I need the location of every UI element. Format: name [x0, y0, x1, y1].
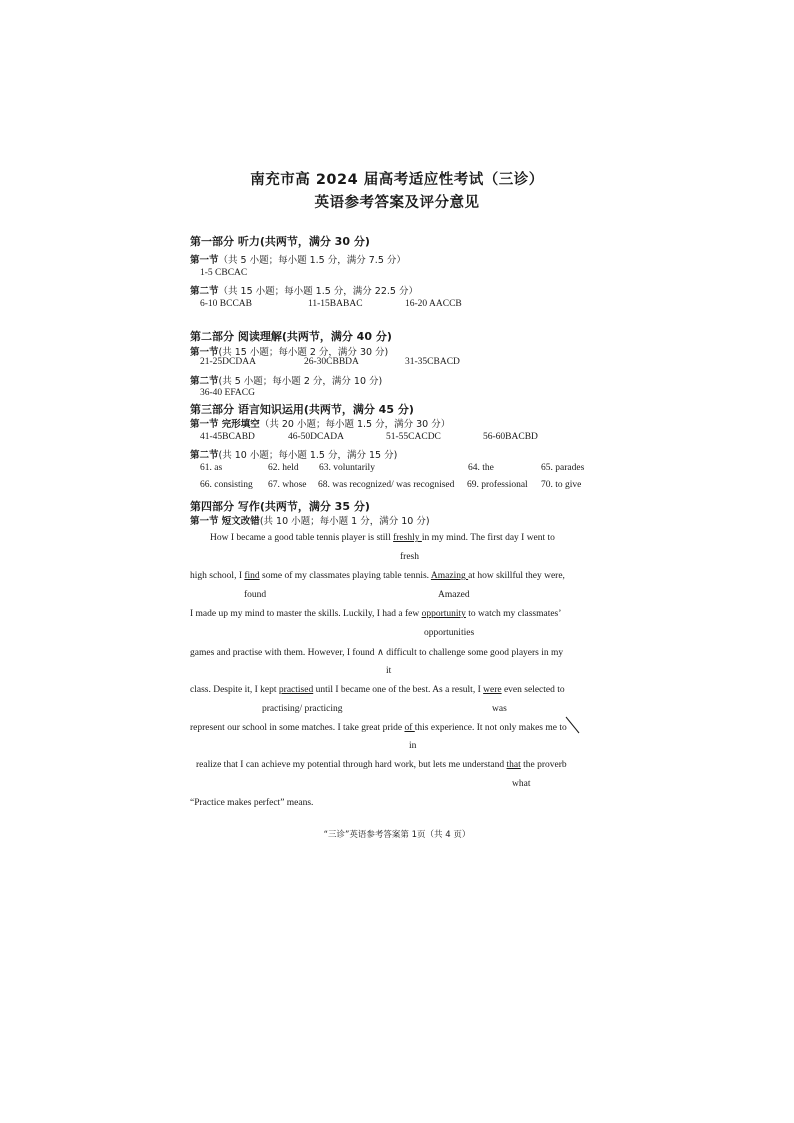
essay-text: even selected to	[501, 685, 565, 695]
essay-text: some of my classmates playing table tennis.	[259, 571, 431, 581]
part2-sec2-desc: (共 5 小题；每小题 2 分，满分 10 分)	[218, 376, 383, 387]
essay-text: How I became a good table tennis player is still	[210, 533, 394, 543]
answer-group: 21-25DCDAA	[200, 357, 256, 367]
error-word: freshly	[393, 533, 422, 543]
essay-line-1	[210, 533, 555, 543]
essay-text: class. Despite it, I kept	[190, 685, 279, 695]
answer-item: 68. was recognized/ was recognised	[318, 480, 455, 490]
essay-line-2	[190, 571, 565, 581]
answer-group: 51-55CACDC	[386, 432, 441, 442]
part1-sec2-desc: （共 15 小题；每小题 1.5 分，满分 22.5 分）	[218, 286, 418, 297]
essay-text: represent our school in some matches. I take great pride	[190, 723, 405, 733]
answer-item: 61. as	[200, 463, 223, 473]
error-word: find	[244, 571, 260, 581]
part2-heading: 第二部分 阅读理解(共两节，满分 40 分)	[190, 330, 392, 343]
correction: was	[492, 704, 507, 714]
part4-sec1-heading	[190, 513, 430, 527]
essay-line-8: “Practice makes perfect” means.	[190, 798, 314, 808]
essay-line-4	[190, 647, 563, 658]
correction: opportunities	[424, 628, 475, 638]
part4-heading: 第四部分 写作(共两节，满分 35 分)	[190, 500, 370, 513]
part4-sec1-label: 第一节 短文改错	[190, 516, 260, 527]
answer-group: 26-30CBBDA	[304, 357, 359, 367]
essay-line-6	[190, 723, 567, 733]
part1-sec1-desc: （共 5 小题；每小题 1.5 分，满分 7.5 分）	[218, 255, 406, 266]
answer-group: 16-20 AACCB	[405, 299, 462, 309]
error-word: Amazing	[430, 571, 469, 581]
answer-item: 67. whose	[268, 480, 307, 490]
answer-group: 41-45BCABD	[200, 432, 255, 442]
part3-sec2-desc: (共 10 小题；每小题 1.5 分，满分 15 分)	[218, 450, 398, 461]
part1-sec1-heading	[190, 252, 406, 266]
answer-group: 56-60BACBD	[483, 432, 538, 442]
part1-sec1-label: 第一节	[190, 255, 219, 266]
part3-sec2-heading	[190, 447, 397, 461]
essay-line-7	[196, 760, 567, 770]
part3-heading: 第三部分 语言知识运用(共两节，满分 45 分)	[190, 403, 414, 416]
correction: it	[386, 666, 392, 676]
essay-text: the proverb	[520, 760, 567, 770]
delete-mark-icon	[564, 715, 582, 735]
answer-item: 66. consisting	[200, 480, 253, 490]
answer-item: 65. parades	[541, 463, 585, 473]
essay-text: I made up my mind to master the skills. Luckily, I had a few	[190, 609, 422, 619]
essay-text: difficult to challenge some good players in my	[383, 648, 564, 658]
page-footer: “三诊”英语参考答案第 1页（共 4 页）	[323, 830, 471, 840]
part3-sec1-heading	[190, 416, 450, 430]
error-word: practised	[278, 685, 314, 695]
error-word: were	[483, 685, 502, 695]
answer-group: 31-35CBACD	[405, 357, 460, 367]
essay-line-5	[190, 685, 565, 695]
part2-sec2-label: 第二节	[190, 376, 219, 387]
document-subtitle: 英语参考答案及评分意见	[314, 195, 480, 211]
essay-text: until I became one of the best. As a result, I	[313, 685, 484, 695]
correction: what	[512, 779, 531, 789]
correction: found	[244, 590, 267, 600]
answer-group: 46-50DCADA	[288, 432, 344, 442]
part1-sec2-heading	[190, 283, 418, 297]
essay-text: to watch my classmates’	[465, 609, 562, 619]
answer-item: 62. held	[268, 463, 299, 473]
document-title: 南充市高 2024 届高考适应性考试（三诊）	[250, 172, 544, 188]
answer-group: 1-5 CBCAC	[200, 268, 248, 278]
answer-group: 36-40 EFACG	[200, 388, 255, 398]
answer-item: 64. the	[468, 463, 494, 473]
error-word: that	[506, 760, 521, 770]
essay-text: games and practise with them. However, I found	[190, 648, 377, 658]
part1-heading: 第一部分 听力(共两节，满分 30 分)	[190, 235, 370, 248]
essay-text: at how skillful they were,	[468, 571, 565, 581]
part2-sec1-label: 第一节	[190, 347, 219, 358]
part2-sec1-desc: (共 15 小题；每小题 2 分，满分 30 分)	[218, 347, 389, 358]
answer-group: 11-15BABAC	[308, 299, 363, 309]
correction: Amazed	[438, 590, 470, 600]
insert-caret-icon: ∧	[376, 648, 384, 658]
error-word: of	[404, 723, 415, 733]
correction: in	[409, 741, 417, 751]
answer-group: 6-10 BCCAB	[200, 299, 252, 309]
answer-item: 63. voluntarily	[319, 463, 375, 473]
part1-sec2-label: 第二节	[190, 286, 219, 297]
part2-sec1-heading	[190, 344, 388, 358]
part3-sec2-label: 第二节	[190, 450, 219, 461]
error-word: opportunity	[421, 609, 466, 619]
essay-text: this experience. It not only makes me to	[414, 723, 567, 733]
essay-text: realize that I can achieve my potential through hard work, but lets me understand	[196, 760, 507, 770]
essay-line-3	[190, 609, 561, 619]
correction: fresh	[400, 552, 419, 562]
part4-sec1-desc: (共 10 小题；每小题 1 分，满分 10 分)	[259, 516, 430, 527]
answer-item: 70. to give	[541, 480, 582, 490]
part3-sec1-desc: （共 20 小题；每小题 1.5 分，满分 30 分）	[259, 419, 451, 430]
essay-text: in my mind. The first day I went to	[421, 533, 555, 543]
part3-sec1-label: 第一节 完形填空	[190, 419, 260, 430]
essay-text: high school, I	[190, 571, 245, 581]
correction: practising/ practicing	[262, 704, 343, 714]
answer-item: 69. professional	[467, 480, 528, 490]
part2-sec2-heading	[190, 373, 382, 387]
